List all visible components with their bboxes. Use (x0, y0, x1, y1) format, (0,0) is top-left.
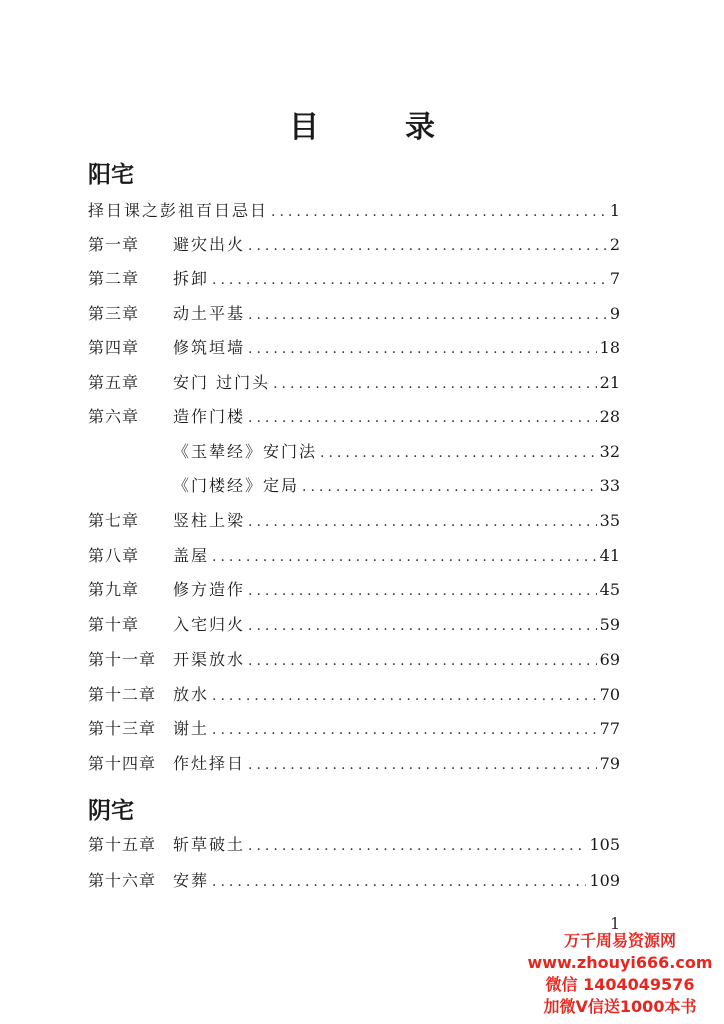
toc-entry-page: 33 (599, 476, 620, 495)
toc-entry[interactable] (88, 832, 620, 858)
toc-entry-page: 2 (609, 235, 620, 254)
toc-entry-title: 《玉辇经》安门法 (173, 442, 318, 461)
toc-entry-page: 7 (609, 269, 620, 288)
section-heading-yinzhai: 阴宅 (88, 798, 134, 824)
toc-entry-title: 避灾出火 (173, 235, 246, 254)
dot-leader (248, 833, 586, 859)
dot-leader (273, 371, 597, 397)
dot-leader (248, 578, 597, 604)
toc-entry-title: 入宅归火 (173, 615, 246, 634)
toc-entry[interactable] (88, 751, 620, 777)
toc-entry-chapter: 第十六章 (88, 871, 157, 890)
toc-entry[interactable] (88, 682, 620, 708)
toc-entry-page: 79 (599, 754, 620, 773)
toc-entry-chapter: 第十三章 (88, 719, 157, 738)
toc-entry-page: 70 (599, 685, 620, 704)
toc-subentry[interactable] (88, 439, 620, 465)
page-title: 目 录 (289, 110, 463, 145)
toc-entry-chapter: 第七章 (88, 511, 140, 530)
toc-entry-page: 69 (599, 650, 620, 669)
toc-entry-page: 32 (599, 442, 620, 461)
toc-entry-chapter: 第十五章 (88, 835, 157, 854)
toc-entry-page: 21 (599, 373, 620, 392)
dot-leader (212, 544, 597, 570)
toc-entry-chapter: 第十四章 (88, 754, 157, 773)
watermark-line: 加微V信送1000本书 (543, 997, 697, 1016)
toc-entry[interactable] (88, 508, 620, 534)
watermark-line: 微信 1404049576 (545, 975, 695, 994)
toc-entry[interactable] (88, 612, 620, 638)
dot-leader (248, 302, 607, 328)
toc-entry[interactable] (88, 232, 620, 258)
watermark-line: 万千周易资源网 (563, 931, 676, 950)
page-number: 1 (610, 914, 621, 933)
toc-entry-chapter: 第十二章 (88, 685, 157, 704)
dot-leader (320, 440, 597, 466)
dot-leader (248, 336, 597, 362)
toc-entry-title: 择日课之彭祖百日忌日 (88, 201, 269, 220)
section-heading-yangzhai: 阳宅 (88, 162, 134, 188)
toc-entry-page: 28 (599, 407, 620, 426)
toc-entry-title: 斩草破土 (173, 835, 246, 854)
dot-leader (212, 717, 597, 743)
toc-entry[interactable] (88, 543, 620, 569)
toc-entry-title: 造作门楼 (173, 407, 246, 426)
dot-leader (248, 405, 597, 431)
dot-leader (212, 869, 586, 895)
toc-entry-title: 修方造作 (173, 580, 246, 599)
toc-entry[interactable] (88, 198, 620, 224)
dot-leader (212, 683, 597, 709)
toc-entry-page: 9 (609, 304, 620, 323)
toc-entry-page: 18 (599, 338, 620, 357)
toc-entry[interactable] (88, 335, 620, 361)
toc-entry-title: 修筑垣墙 (173, 338, 246, 357)
toc-entry-title: 开渠放水 (173, 650, 246, 669)
dot-leader (212, 267, 607, 293)
toc-entry[interactable] (88, 404, 620, 430)
toc-entry-title: 安门 过门头 (173, 373, 271, 392)
dot-leader (248, 613, 597, 639)
toc-entry-page: 59 (599, 615, 620, 634)
toc-entry-page: 1 (609, 201, 620, 220)
toc-entry-chapter: 第九章 (88, 580, 140, 599)
toc-entry-page: 35 (599, 511, 620, 530)
toc-entry-chapter: 第十章 (88, 615, 140, 634)
toc-entry-chapter: 第十一章 (88, 650, 157, 669)
toc-subentry[interactable] (88, 473, 620, 499)
toc-entry[interactable] (88, 370, 620, 396)
toc-entry-page: 109 (589, 871, 620, 890)
dot-leader (271, 199, 607, 225)
toc-entry-page: 41 (599, 546, 620, 565)
toc-entry[interactable] (88, 577, 620, 603)
dot-leader (248, 752, 597, 778)
toc-entry-page: 45 (599, 580, 620, 599)
watermark (520, 930, 720, 1018)
toc-entry-chapter: 第三章 (88, 304, 140, 323)
dot-leader (248, 648, 597, 674)
toc-entry[interactable] (88, 301, 620, 327)
toc-entry-title: 放水 (173, 685, 210, 704)
dot-leader (302, 474, 597, 500)
toc-entry-title: 《门楼经》定局 (173, 476, 300, 495)
toc-entry-title: 安葬 (173, 871, 210, 890)
toc-entry[interactable] (88, 868, 620, 894)
toc-entry-chapter: 第五章 (88, 373, 140, 392)
dot-leader (248, 233, 607, 259)
toc-entry[interactable] (88, 266, 620, 292)
toc-entry-title: 动土平基 (173, 304, 246, 323)
dot-leader (248, 509, 597, 535)
toc-entry-chapter: 第六章 (88, 407, 140, 426)
toc-entry-title: 盖屋 (173, 546, 210, 565)
toc-entry[interactable] (88, 647, 620, 673)
toc-entry-chapter: 第四章 (88, 338, 140, 357)
toc-entry-chapter: 第八章 (88, 546, 140, 565)
watermark-url: www.zhouyi666.com (527, 953, 713, 972)
toc-entry-chapter: 第二章 (88, 269, 140, 288)
toc-entry-page: 105 (589, 835, 620, 854)
toc-entry-page: 77 (599, 719, 620, 738)
toc-entry-chapter: 第一章 (88, 235, 140, 254)
toc-entry-title: 竖柱上梁 (173, 511, 246, 530)
toc-entry-title: 谢土 (173, 719, 210, 738)
toc-entry[interactable] (88, 716, 620, 742)
toc-entry-title: 作灶择日 (173, 754, 246, 773)
toc-entry-title: 拆卸 (173, 269, 210, 288)
